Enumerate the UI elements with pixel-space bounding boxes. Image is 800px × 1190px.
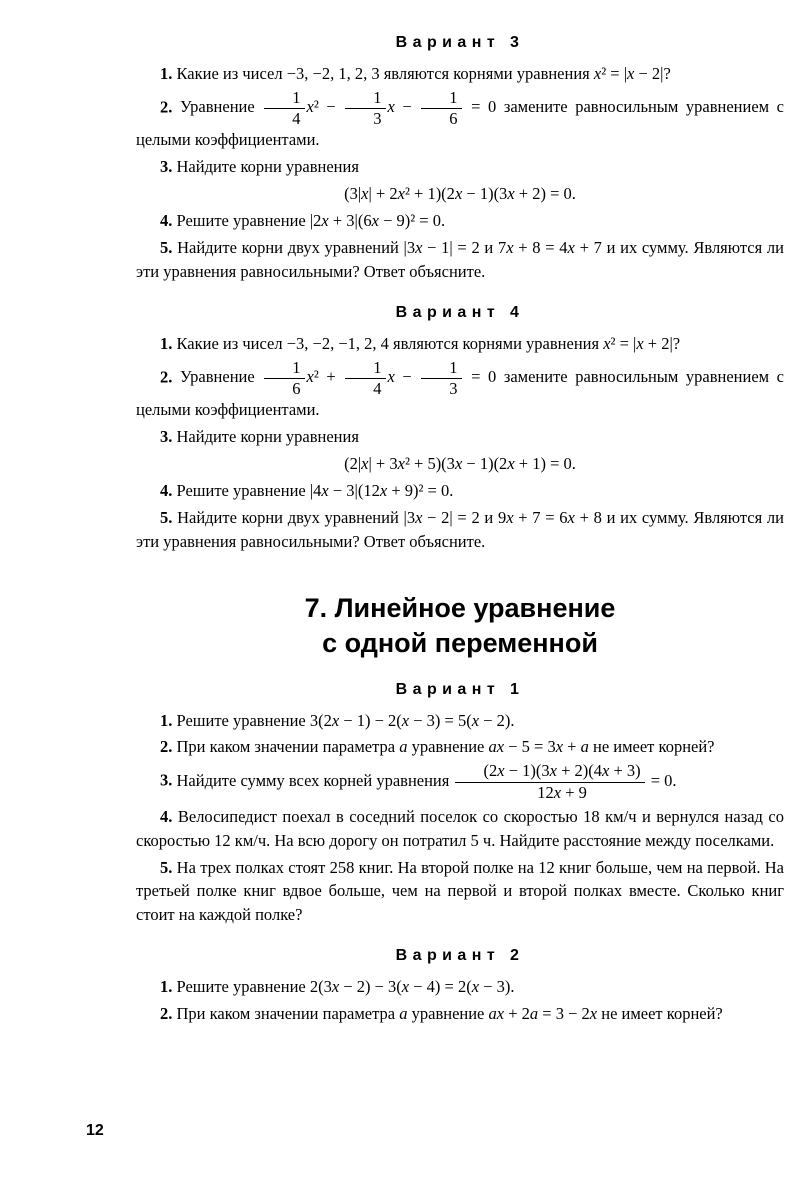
problem-text: При каком значении параметра a уравнение ax + 2a = 3 − 2x не имеет корней? xyxy=(176,1004,723,1024)
problem-v1-4 xyxy=(136,805,784,853)
problem-text: Найдите корни двух уравнений |3x − 2| = 2 и 9x + 7 = 6x + 8 и их сумму. Являются ли эти уравнения равносильными? Ответ объясните. xyxy=(136,507,784,551)
problem-number: 3. xyxy=(160,426,173,446)
fraction: $\frac{1}{3}$ xyxy=(421,359,461,398)
problem-number: 2. xyxy=(160,367,173,387)
problem-v4-4 xyxy=(136,479,784,503)
section-heading-line-1: 7. Линейное уравнение xyxy=(304,593,616,624)
problem-text: Найдите сумму всех корней уравнения $\frac{(2x - 1)(3x + 2)(4x + 3)}{12x + 9}$ = 0. xyxy=(176,761,677,802)
display-equation-v4-3: (2|x| + 3x² + 5)(3x − 1)(2x + 1) = 0. xyxy=(344,453,576,473)
section-heading xyxy=(136,591,784,660)
problem-number: 3. xyxy=(160,157,173,177)
problem-number: 1. xyxy=(160,977,173,997)
problem-v3-4 xyxy=(136,209,784,233)
problem-number: 5. xyxy=(160,507,173,527)
problem-number: 1. xyxy=(160,333,173,353)
variant-title-4: Вариант 4 xyxy=(395,303,525,321)
problem-v2-2 xyxy=(136,1002,784,1026)
fraction: $\frac{1}{6}$ xyxy=(264,359,304,398)
fraction: $\frac{1}{6}$ xyxy=(421,89,461,128)
problem-number: 5. xyxy=(160,237,173,257)
problem-number: 3. xyxy=(160,770,173,790)
fraction: $\frac{1}{3}$ xyxy=(345,89,385,128)
problem-v1-5 xyxy=(136,856,784,928)
problem-text: Решите уравнение |2x + 3|(6x − 9)² = 0. xyxy=(176,210,446,230)
problem-v4-1 xyxy=(136,332,784,356)
problem-text: Какие из чисел −3, −2, 1, 2, 3 являются корнями уравнения x² = |x − 2|? xyxy=(176,64,671,83)
problem-v3-2 xyxy=(136,89,784,152)
problem-v1-3 xyxy=(136,762,784,801)
page-number: 12 xyxy=(86,1122,104,1139)
problem-text: Найдите корни уравнения xyxy=(176,157,359,177)
problem-number: 2. xyxy=(160,97,173,117)
problem-v3-1 xyxy=(136,62,784,86)
problem-number: 4. xyxy=(160,806,173,826)
problem-text: Уравнение $\frac{1}{4}$ x² − $\frac{1}{3}$ x − $\frac{1}{6}$ = 0 замените равносильным уравнением с целыми коэффициентами. xyxy=(136,87,784,150)
variant-title-3: Вариант 3 xyxy=(395,34,525,51)
problem-text: Решите уравнение 2(3x − 2) − 3(x − 4) = 2(x − 3). xyxy=(176,977,515,997)
problem-text: Уравнение $\frac{1}{6}$ x² + $\frac{1}{4}$ x − $\frac{1}{3}$ = 0 замените равносильным уравнением с целыми коэффициентами. xyxy=(136,357,784,419)
problem-v3-5 xyxy=(136,236,784,284)
problem-number: 4. xyxy=(160,210,173,230)
problem-v4-2 xyxy=(136,359,784,422)
fraction: $\frac{1}{4}$ xyxy=(345,359,385,398)
problem-number: 2. xyxy=(160,1004,173,1024)
problem-text: Решите уравнение 3(2x − 1) − 2(x − 3) = 5(x − 2). xyxy=(176,710,515,730)
problem-text: Какие из чисел −3, −2, −1, 2, 4 являются корнями уравнения x² = |x + 2|? xyxy=(176,333,681,353)
problem-text: Велосипедист поехал в соседний поселок со скоростью 18 км/ч и вернулся назад со скоростью 12 км/ч. На всю дорогу он потратил 5 ч. Найдите расстояние между поселками. xyxy=(136,806,784,850)
problem-v3-3 xyxy=(136,155,784,179)
problem-number: 2. xyxy=(160,737,173,757)
problem-number: 5. xyxy=(160,857,173,877)
variant-title-1: Вариант 1 xyxy=(395,680,525,698)
problem-v1-1 xyxy=(136,709,784,733)
display-equation-v3-3: (3|x| + 2x² + 1)(2x − 1)(3x + 2) = 0. xyxy=(344,184,576,204)
problem-text: Решите уравнение |4x − 3|(12x + 9)² = 0. xyxy=(176,480,454,500)
problem-text: При каком значении параметра a уравнение ax − 5 = 3x + a не имеет корней? xyxy=(176,737,715,757)
problem-v2-1 xyxy=(136,975,784,999)
problem-text: Найдите корни уравнения xyxy=(176,426,359,446)
problem-number: 4. xyxy=(160,480,173,500)
fraction: $\frac{(2x - 1)(3x + 2)(4x + 3)}{12x + 9}$ xyxy=(455,762,644,801)
problem-number: 1. xyxy=(160,64,173,83)
problem-v1-2 xyxy=(136,735,784,759)
problem-v4-5 xyxy=(136,506,784,554)
problem-v4-3 xyxy=(136,425,784,449)
problem-text: На трех полках стоят 258 книг. На второй полке на 12 книг больше, чем на первой. На третьей полке книг вдвое больше, чем на первой и второй полках вместе. Сколько книг стоит на каждой полке? xyxy=(136,857,784,925)
problem-number: 1. xyxy=(160,710,173,730)
fraction: $\frac{1}{4}$ xyxy=(264,89,304,128)
variant-title-2: Вариант 2 xyxy=(395,947,525,965)
section-heading-line-2: с одной переменной xyxy=(322,628,598,659)
problem-text: Найдите корни двух уравнений |3x − 1| = 2 и 7x + 8 = 4x + 7 и их сумму. Являются ли эти уравнения равносильными? Ответ объясните. xyxy=(136,237,784,281)
